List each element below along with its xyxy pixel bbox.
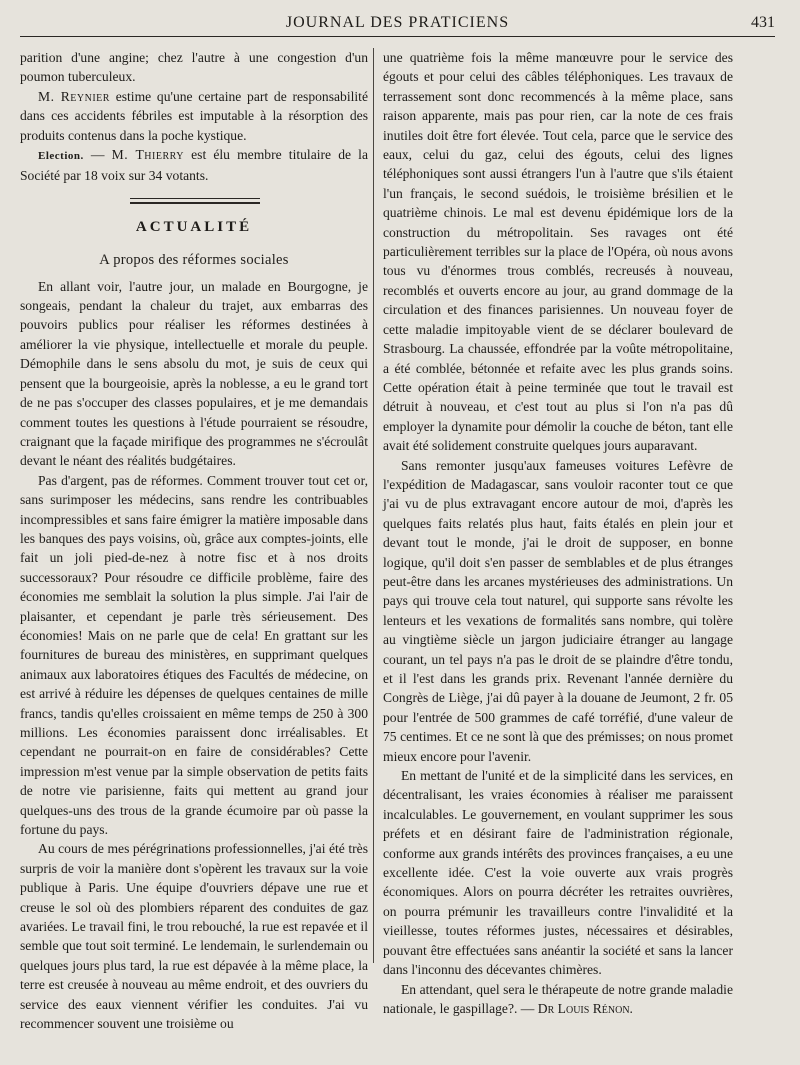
column-divider bbox=[373, 48, 374, 963]
reynier-name: M. Reynier bbox=[38, 88, 110, 104]
page-header bbox=[20, 12, 775, 38]
body-paragraph: En allant voir, l'autre jour, un malade en Bourgogne, je songeais, pendant la chaleur du trajet, aux embarras des pouvoirs publics pour réaliser les réformes destinées à améliorer la vie physique, intellectuelle et morale du peuple. Démophile dans le sens absolu du mot, je suis de ceux qui pensent que la bourgeoisie, après la noblesse, a eu le grand tort de ne pas s'occuper des classes populaires, et je me demandais comment toutes les questions à l'étude pourraient se résoudre, craignant que la façade mirifique des programmes ne s'écroulât devant le néant des réalités budgétaires. bbox=[20, 278, 368, 469]
election-name: M. Thierry bbox=[111, 147, 184, 163]
body-paragraph: En mettant de l'unité et de la simplicité dans les services, en décentralisant, les vraies économies à réaliser me paraissent incalculables. Le gouvernement, en voulant supprimer les sous préfets et en désirant faire de l'administration régionale, conforme aux grands intérêts des provinces françaises, a eu une excellente idée. C'est la voie ouverte aux vrais progrès économiques. Alors on pourra décréter les retraites ouvrières, on pourra prémunir les travailleurs contre l'invalidité et la vieillesse, toutes réformes justes, nécessaires et désirables, pouvant être effectuées sans anéantir la société et sans la lancer dans l'inconnu des décevantes chimères. bbox=[383, 768, 733, 978]
body-paragraph: une quatrième fois la même manœuvre pour le service des égouts et pour celui des câbles téléphoniques. Les travaux de terrassement sont donc recommencés à la même place, sans raison apparente, mais pas pour rien, car la note de ces frais inutiles doit être fort élevée. Tout cela, parce que le service des eaux, celui du gaz, celui des égouts, celui des lignes téléphoniques sont aussi étrangers l'un à l'autre que s'ils étaient l'un français, le second suédois, le troisième brésilien et le quatrième chinois. Le mal est devenu épidémique lors de la construction du métropolitain. Ses ravages ont été particulièrement terribles sur la place de l'Opéra, où nous avons tous vu d'énormes trous comblés, recreusés à nouveau, recomblés et ouverts encore au jour, au grand dommage de la circulation et des finances parisiennes. Un nouveau foyer de cette maladie impitoyable vient de se déclarer boulevard de Strasbourg. La chaussée, effondrée par la voûte métropolitaine, a été comblée, bétonnée et refaite avec les plus grands soins. Cette opération était à peine terminée que tout le travail est détruit à nouveau, et c'est tout au plus si l'on n'a pas dû employer la dynamite pour démolir la couche de béton, tant elle avait été solidement construite quelques jours auparavant. bbox=[383, 50, 733, 454]
reynier-paragraph bbox=[20, 87, 368, 145]
author-signature: Dr Louis Rénon. bbox=[537, 1000, 633, 1016]
section-separator bbox=[20, 196, 368, 206]
closing-text: En attendant, quel sera le thérapeute de notre grande maladie nationale, le gaspillage?. — bbox=[383, 981, 733, 1016]
journal-title: JOURNAL DES PRATICIENS bbox=[285, 14, 510, 31]
closing-paragraph bbox=[383, 980, 733, 1019]
election-label: Election. bbox=[38, 150, 84, 163]
reynier-text: estime qu'une certaine part de responsabilité dans ces accidents fébriles est imputable à la résorption des produits contenus dans la poche kystique. bbox=[20, 88, 368, 143]
section-heading: ACTUALITÉ bbox=[135, 218, 253, 235]
article-title: A propos des réformes sociales bbox=[99, 252, 289, 269]
header-rule bbox=[20, 36, 775, 37]
election-text: est élu membre titulaire de la Société par 18 voix sur 34 votants. bbox=[20, 147, 368, 184]
left-column bbox=[20, 48, 368, 1034]
body-paragraph: Pas d'argent, pas de réformes. Comment trouver tout cet or, sans surimposer les médecins, sans rendre les contribuables incompressibles et sans faire émigrer la matière imposable dans les banques des pays voisins, où, grâce aux comptes-joints, elle fait un joli pied-de-nez à notre fisc et à nos droits successoraux? Pour résoudre ce difficile problème, faire des économies me semblait la solution la plus simple. J'ai l'air de plaisanter, et cependant je parle très sérieusement. Des économies! Mais on ne parle que de cela! En grattant sur les fournitures de bureau des ministères, en supprimant quelques animaux aux laboratoires étiques des Facultés de médecine, on est arrivé à réduire les dépenses de quelques centaines de mille francs, tandis qu'elles croissaient en même temps de 250 à 300 millions. Les économies paraissent donc irréalisables. Et cependant ne pourrait-on en faire de considérables? Cette impression m'est venue par la simple observation de petits faits de notre vie parisienne, faits qui mettent au grand jour quelques-uns des trous de la grande écumoire par où passe la fortune du pays. bbox=[20, 472, 368, 838]
page-number: 431 bbox=[751, 14, 775, 31]
right-column bbox=[383, 48, 733, 1018]
body-paragraph: Au cours de mes pérégrinations professionnelles, j'ai été très surpris de voir la manière dont s'opèrent les travaux sur la voie publique à Paris. Une équipe d'ouvriers dépave une rue et creuse le sol où des plombiers réparent des conduites de gaz avariées. Le travail fini, le trou rebouché, la rue est repavée et il semble que tout soit terminé. Le lendemain, le surlendemain ou quelques jours plus tard, la rue est dépavée à la même place, la terre est creusée à nouveau au même endroit, et des ouvriers du service des eaux viennent vérifier les conduites. J'ai vu recommencer souvent une troisième ou bbox=[20, 841, 368, 1032]
election-paragraph: Election. — M. Thierry est élu membre titulaire de la Société par 18 voix sur 34 votants. bbox=[20, 147, 368, 184]
body-paragraph: Sans remonter jusqu'aux fameuses voitures Lefèvre de l'expédition de Madagascar, sans vouloir raconter tout ce que j'ai vu de plus extravagant encore autour de moi, d'après les quelques faits relatés plus haut, faits étalés en plein jour et devant tout le monde, j'ai le droit de supposer, en bonne logique, qu'il doit s'en passer de semblables et de plus étranges peut-être dans les arcanes mystérieuses des administrations. Un pays qui trouve cela tout naturel, qui supporte sans révolte les lenteurs et les vexations de formalités sans nombre, qui tolère au vingtième siècle un jargon judiciaire étranger au langage courant, un tel pays n'a pas le droit de se plaindre d'être tondu, et il l'est dans les grands prix. Revenant l'année dernière du Congrès de Liège, j'ai dû payer à la douane de Jeumont, 2 fr. 05 pour l'entrée de 500 grammes de café torréfié, d'une valeur de 75 centimes. Et ce ne sont là que des prémisses; on nous promet mieux encore pour l'avenir. bbox=[383, 457, 733, 764]
intro-paragraph: parition d'une angine; chez l'autre à une congestion d'un poumon tuberculeux. bbox=[20, 50, 368, 85]
